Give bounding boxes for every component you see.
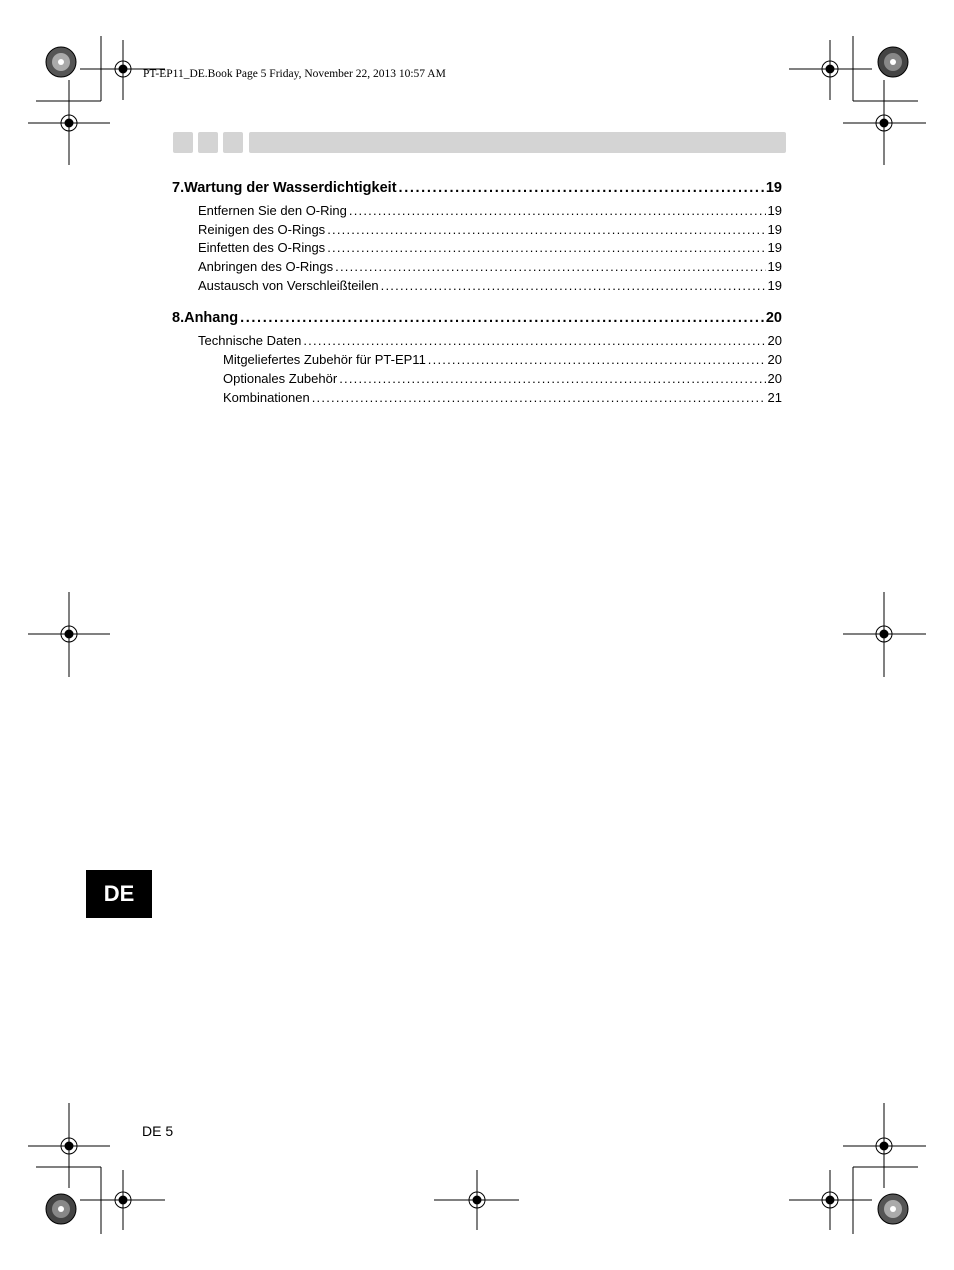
- toc-leader-dots: [339, 371, 765, 386]
- toc-page-number: 19: [767, 240, 782, 255]
- toc-entry[interactable]: [223, 390, 782, 405]
- toc-page-number: 20: [767, 371, 782, 386]
- toc-chapter-8[interactable]: [172, 310, 782, 326]
- toc-entry-label: Mitgeliefertes Zubehör für PT-EP11: [223, 352, 426, 367]
- toc-entry[interactable]: [223, 352, 782, 367]
- toc-leader-dots: [335, 259, 765, 274]
- page-number: DE 5: [142, 1123, 174, 1139]
- toc-chapter-label: 7.Wartung der Wasserdichtigkeit: [172, 180, 397, 196]
- toc-entry-label: Einfetten des O-Rings: [198, 240, 326, 255]
- toc-page-number: 21: [767, 390, 782, 405]
- toc-entry-label: Kombinationen: [223, 390, 310, 405]
- toc-entry[interactable]: [198, 259, 782, 274]
- header-bar-block: [198, 132, 218, 153]
- toc-entry-label: Technische Daten: [198, 333, 302, 348]
- toc-leader-dots: [381, 278, 766, 293]
- toc-page-number: 19: [767, 203, 782, 218]
- toc-leader-dots: [240, 310, 764, 326]
- toc-entry[interactable]: [198, 278, 782, 293]
- toc-entry[interactable]: [198, 203, 782, 218]
- toc-page-number: 19: [767, 259, 782, 274]
- toc-entry-label: Reinigen des O-Rings: [198, 222, 326, 237]
- language-tab: DE: [86, 870, 152, 918]
- print-header: PT-EP11_DE.Book Page 5 Friday, November 22, 2013 10:57 AM: [143, 68, 446, 80]
- header-bar-block: [173, 132, 193, 153]
- toc-page-number: 19: [765, 180, 782, 196]
- toc-entry[interactable]: [198, 240, 782, 255]
- toc-entry-label: Anbringen des O-Rings: [198, 259, 334, 274]
- toc-leader-dots: [327, 222, 765, 237]
- toc-page-number: 20: [767, 352, 782, 367]
- toc-leader-dots: [327, 240, 765, 255]
- toc-leader-dots: [428, 352, 766, 367]
- toc-page-number: 20: [767, 333, 782, 348]
- toc-entry-label: Optionales Zubehör: [223, 371, 338, 386]
- toc-entry-label: Entfernen Sie den O-Ring: [198, 203, 347, 218]
- toc-chapter-7[interactable]: [172, 180, 782, 196]
- toc-page-number: 19: [767, 278, 782, 293]
- toc-chapter-label: 8.Anhang: [172, 310, 239, 326]
- toc-leader-dots: [349, 203, 766, 218]
- toc-leader-dots: [312, 390, 766, 405]
- header-bar: [249, 132, 786, 153]
- toc-entry[interactable]: [198, 222, 782, 237]
- toc-leader-dots: [303, 333, 765, 348]
- toc-leader-dots: [399, 180, 764, 196]
- toc-entry[interactable]: [223, 371, 782, 386]
- toc-entry-label: Austausch von Verschleißteilen: [198, 278, 379, 293]
- toc-page-number: 19: [767, 222, 782, 237]
- toc-page-number: 20: [765, 310, 782, 326]
- toc-entry[interactable]: [198, 333, 782, 348]
- header-bar-block: [223, 132, 243, 153]
